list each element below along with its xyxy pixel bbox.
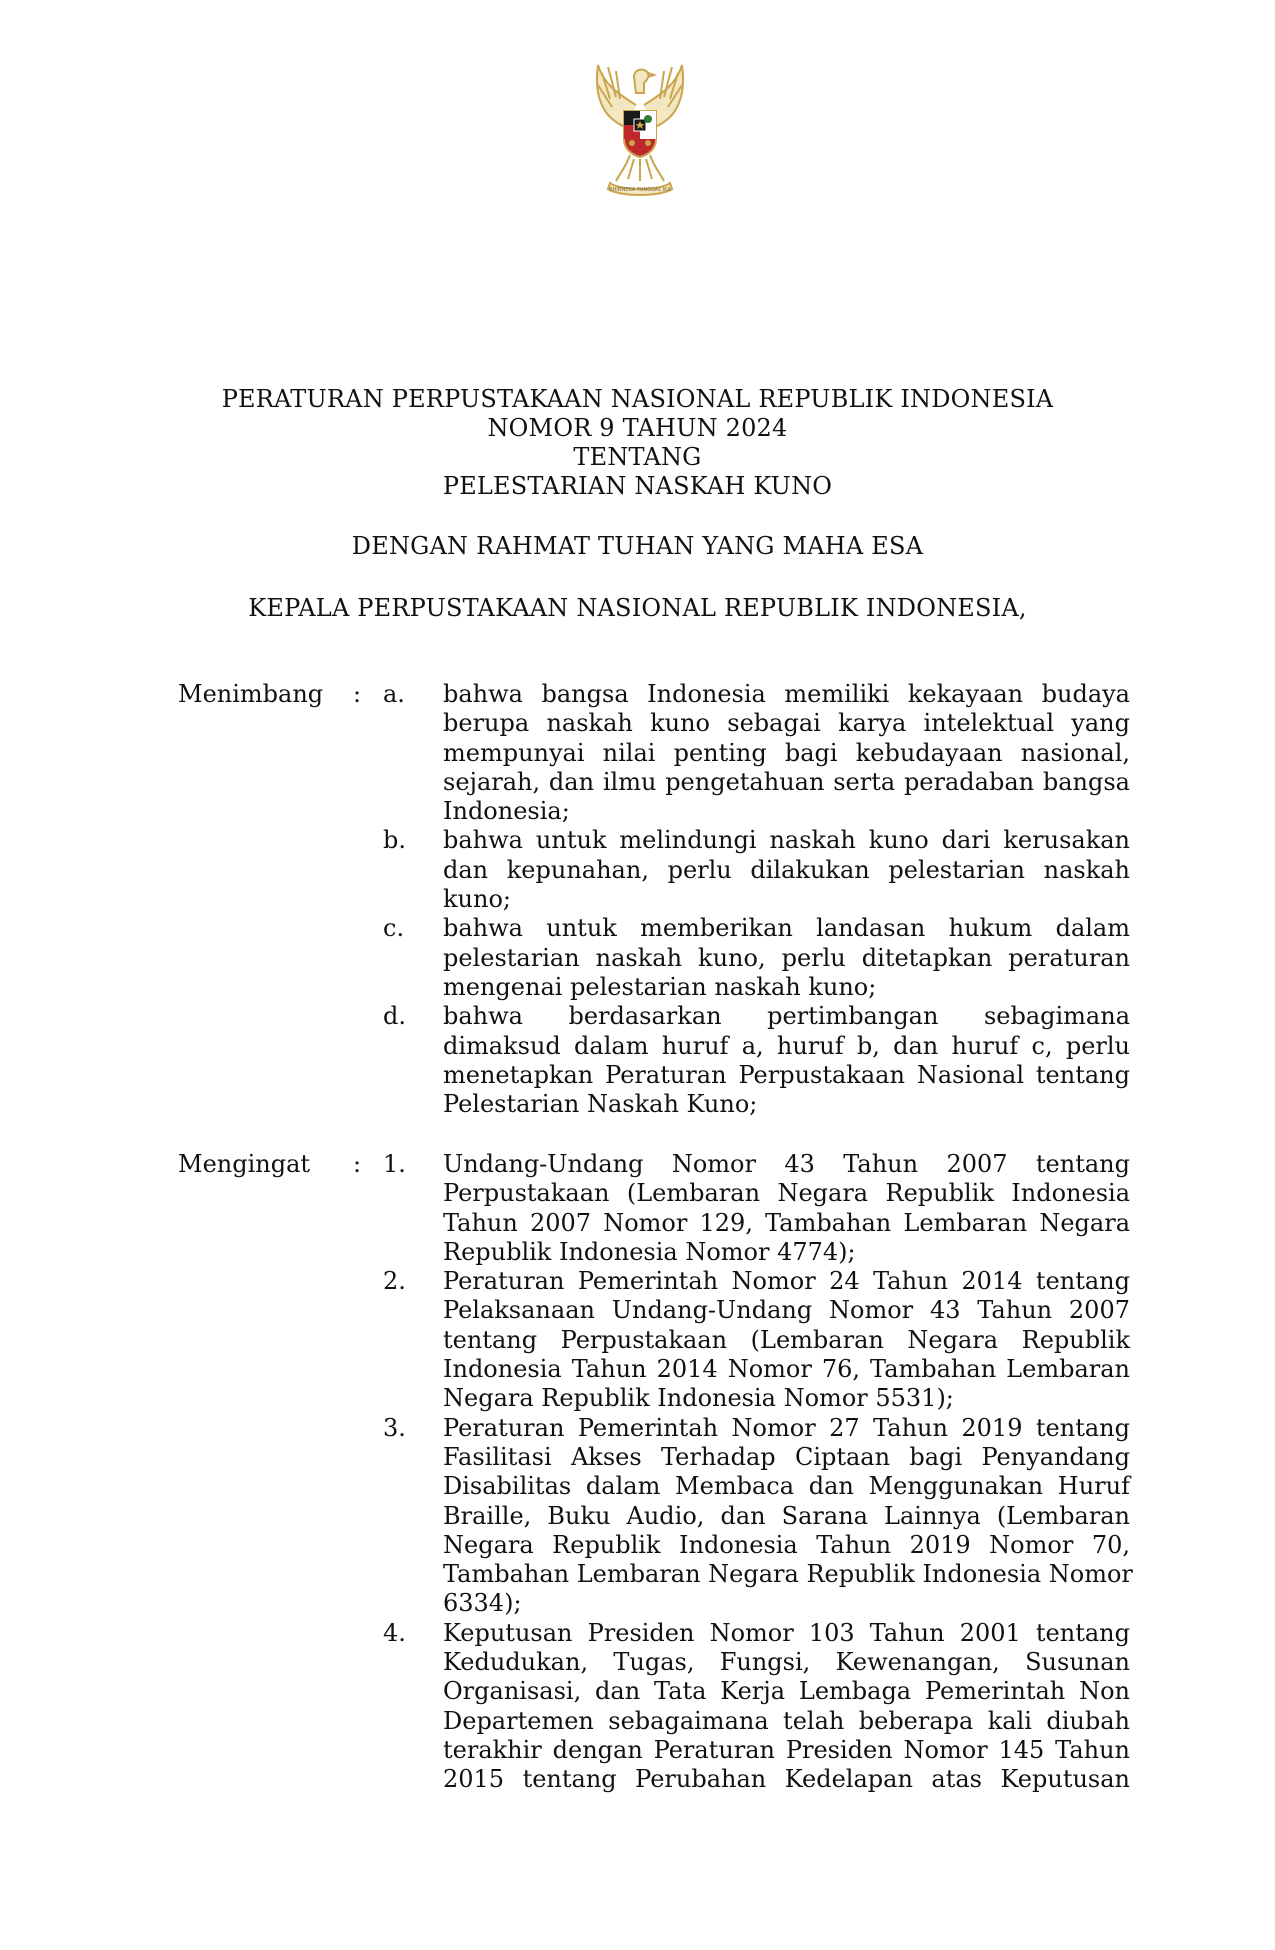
item-line: berupa naskah kuno sebagai karya intelektual yang <box>443 709 1130 738</box>
list-item <box>0 1414 1275 1619</box>
item-line: Pelestarian Naskah Kuno; <box>443 1090 758 1119</box>
emblem-motto: BHINNEKA TUNGGAL IKA <box>609 187 671 193</box>
item-line: Disabilitas dalam Membaca dan Menggunakan Huruf <box>443 1472 1130 1501</box>
menimbang-section <box>0 680 1275 1119</box>
list-item <box>0 826 1275 914</box>
garuda-pancasila-emblem <box>590 55 690 200</box>
item-line: Braille, Buku Audio, dan Sarana Lainnya (Lembaran <box>443 1501 1130 1530</box>
invocation <box>0 532 1275 561</box>
item-line: Indonesia; <box>443 797 570 826</box>
item-text <box>443 1413 1133 1619</box>
item-line: pelestarian naskah kuno, perlu ditetapkan peraturan <box>443 943 1130 972</box>
item-text <box>443 826 1130 914</box>
item-text <box>443 680 1130 826</box>
item-line: Negara Republik Indonesia Tahun 2019 Nomor 70, <box>443 1530 1130 1559</box>
item-line: tentang Perpustakaan (Lembaran Negara Republik <box>443 1325 1130 1354</box>
item-marker: c. <box>383 914 405 943</box>
item-line: terakhir dengan Peraturan Presiden Nomor 145 Tahun <box>443 1735 1130 1764</box>
menimbang-colon: : <box>353 680 362 708</box>
item-line: bahwa untuk melindungi naskah kuno dari kerusakan <box>443 826 1130 855</box>
item-text <box>443 1150 1130 1267</box>
item-marker: 3. <box>383 1413 406 1442</box>
authority-text: KEPALA PERPUSTAKAAN NASIONAL REPUBLIK INDONESIA, <box>248 594 1027 622</box>
item-marker: 1. <box>383 1150 406 1178</box>
list-item <box>0 1150 1275 1267</box>
list-item <box>0 1619 1275 1795</box>
mengingat-colon: : <box>353 1150 362 1178</box>
invocation-text: DENGAN RAHMAT TUHAN YANG MAHA ESA <box>351 532 924 560</box>
item-line: kuno; <box>443 885 511 914</box>
item-line: Tambahan Lembaran Negara Republik Indonesia Nomor <box>443 1560 1133 1589</box>
item-text <box>443 1267 1130 1413</box>
item-line: Fasilitasi Akses Terhadap Ciptaan bagi Penyandang <box>443 1442 1130 1471</box>
item-line: mempunyai nilai penting bagi kebudayaan nasional, <box>443 738 1130 767</box>
item-line: Kedudukan, Tugas, Fungsi, Kewenangan, Susunan <box>443 1648 1130 1677</box>
item-line: Indonesia Tahun 2014 Nomor 76, Tambahan Lembaran <box>443 1355 1130 1384</box>
item-line: Pelaksanaan Undang-Undang Nomor 43 Tahun 2007 <box>443 1296 1130 1325</box>
item-line: menetapkan Peraturan Perpustakaan Nasional tentang <box>443 1060 1130 1089</box>
item-line: dimaksud dalam huruf a, huruf b, dan huruf c, perlu <box>443 1031 1130 1060</box>
item-line: bahwa bangsa Indonesia memiliki kekayaan budaya <box>443 680 1130 708</box>
regulation-title <box>0 385 1275 501</box>
item-marker: 4. <box>383 1618 406 1647</box>
item-line: Keputusan Presiden Nomor 103 Tahun 2001 tentang <box>443 1618 1130 1647</box>
item-line: Negara Republik Indonesia Nomor 5531); <box>443 1384 954 1413</box>
list-item <box>0 914 1275 1002</box>
item-line: 6334); <box>443 1589 522 1618</box>
item-text <box>443 914 1130 1002</box>
list-item <box>0 1267 1275 1413</box>
item-text <box>443 1002 1130 1119</box>
item-marker: b. <box>383 826 406 855</box>
item-line: Tahun 2007 Nomor 129, Tambahan Lembaran Negara <box>443 1208 1130 1237</box>
item-line: Peraturan Pemerintah Nomor 27 Tahun 2019 tentang <box>443 1413 1130 1442</box>
item-line: Republik Indonesia Nomor 4774); <box>443 1237 856 1266</box>
menimbang-label: Menimbang <box>178 680 324 708</box>
item-line: dan kepunahan, perlu dilakukan pelestarian naskah <box>443 855 1130 884</box>
list-item <box>0 680 1275 826</box>
item-line: 2015 tentang Perubahan Kedelapan atas Keputusan <box>443 1765 1130 1794</box>
item-line: Perpustakaan (Lembaran Negara Republik Indonesia <box>443 1179 1130 1208</box>
item-line: Departemen sebagaimana telah beberapa kali diubah <box>443 1706 1130 1735</box>
issuing-authority <box>0 594 1275 623</box>
item-line: mengenai pelestarian naskah kuno; <box>443 972 877 1001</box>
title-line-2: NOMOR 9 TAHUN 2024 <box>487 414 788 442</box>
item-text <box>443 1619 1130 1795</box>
item-line: bahwa berdasarkan pertimbangan sebagimana <box>443 1002 1130 1031</box>
item-line: Organisasi, dan Tata Kerja Lembaga Pemerintah Non <box>443 1677 1130 1706</box>
item-line: Undang-Undang Nomor 43 Tahun 2007 tentang <box>443 1150 1130 1178</box>
item-line: bahwa untuk memberikan landasan hukum dalam <box>443 914 1130 943</box>
item-line: Peraturan Pemerintah Nomor 24 Tahun 2014 tentang <box>443 1267 1130 1296</box>
item-marker: a. <box>383 680 405 708</box>
title-line-3: TENTANG <box>573 443 702 471</box>
title-line-1: PERATURAN PERPUSTAKAAN NASIONAL REPUBLIK INDONESIA <box>221 385 1054 413</box>
title-line-4: PELESTARIAN NASKAH KUNO <box>442 472 833 500</box>
item-line: sejarah, dan ilmu pengetahuan serta peradaban bangsa <box>443 767 1130 796</box>
list-item <box>0 1002 1275 1119</box>
mengingat-label: Mengingat <box>178 1150 311 1178</box>
item-marker: 2. <box>383 1267 406 1296</box>
item-marker: d. <box>383 1002 406 1031</box>
mengingat-section <box>0 1150 1275 1795</box>
